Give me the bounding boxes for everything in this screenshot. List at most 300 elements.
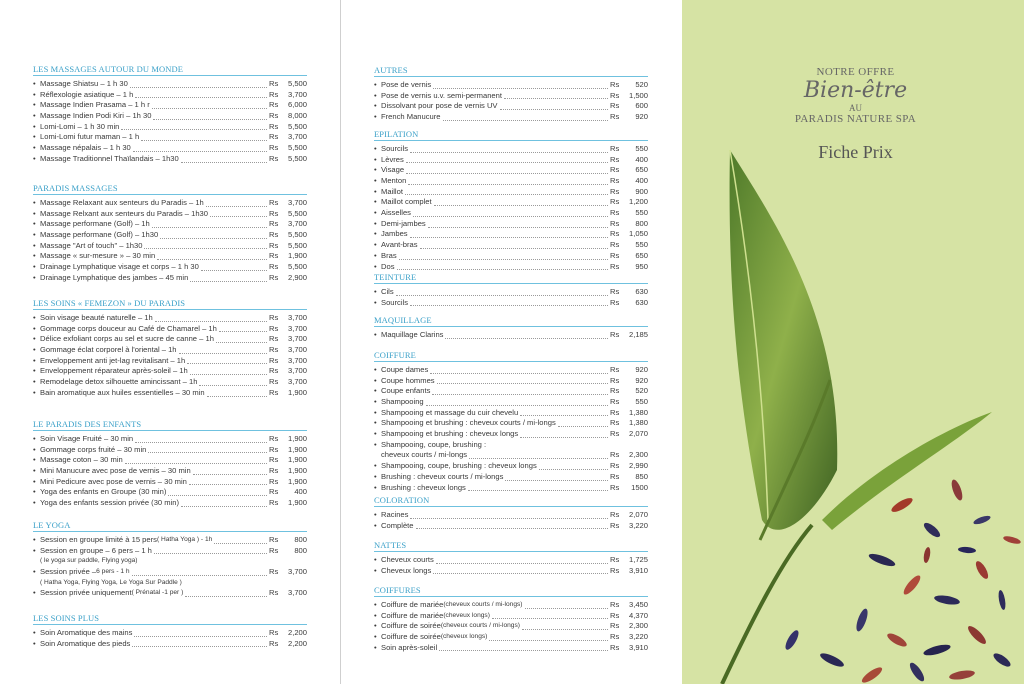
item-price: 550 [635,240,648,250]
currency: Rs [610,286,620,296]
currency: Rs [269,132,279,142]
item-name: Shampooing, coupe, brushing : [381,439,487,449]
dot-leader [434,205,608,206]
item-price: 1,900 [287,433,307,443]
bullet-icon: • [374,565,377,575]
bullet-icon: • [33,197,36,207]
item-name: Massage Traditionnel Thaïlandais – 1h30 [40,153,179,163]
item-name: Sourcils [381,297,409,307]
price-row [374,219,648,230]
item-price: 550 [635,143,648,153]
price-row [374,287,648,298]
currency: Rs [269,455,279,465]
item-price: 1,900 [287,444,307,454]
price-row [33,466,307,477]
bullet-icon: • [374,632,377,642]
dot-leader [522,629,608,630]
dot-leader [410,152,608,153]
dot-leader [430,373,608,374]
currency: Rs [269,366,279,376]
bullet-icon: • [374,429,377,439]
currency: Rs [269,121,279,131]
bullet-icon: • [374,297,377,307]
item-name: Maillot complet [381,197,432,207]
section-paradis-enfants [33,419,307,509]
item-name: Aisselles [381,208,411,218]
item-name: Coiffure de soirée [381,621,441,631]
section-heading: COLORATION [374,495,648,507]
item-price: 2,070 [628,509,648,519]
dot-leader [416,528,609,529]
bullet-icon: • [374,218,377,228]
currency: Rs [610,418,620,428]
dot-leader [428,227,608,228]
item-price: 1,900 [287,387,307,397]
bullet-icon: • [33,272,36,282]
dot-leader [433,573,608,574]
currency: Rs [610,329,620,339]
dot-leader [410,518,608,519]
currency: Rs [610,250,620,260]
bullet-icon: • [374,642,377,652]
item-price: 550 [635,208,648,218]
item-name: Brushing : cheveux courts / mi-longs [381,471,504,481]
bullet-icon: • [33,355,36,365]
item-price: 3,220 [628,632,648,642]
price-row [374,632,648,643]
item-price: 1,380 [628,407,648,417]
dot-leader [504,98,608,99]
currency: Rs [269,334,279,344]
item-name: Enveloppement réparateur après-soleil – 1h [40,366,188,376]
dot-leader [219,331,267,332]
dot-leader [399,259,608,260]
currency: Rs [610,599,620,609]
price-row [33,588,307,599]
currency: Rs [610,429,620,439]
item-price: 2,900 [287,272,307,282]
bullet-icon: • [33,262,36,272]
item-price: 5,500 [287,121,307,131]
section-heading: PARADIS MASSAGES [33,183,307,195]
section-soins-femezon [33,298,307,399]
item-price: 5,500 [287,230,307,240]
item-name: Menton [381,176,407,186]
dot-leader [168,495,267,496]
item-price: 3,700 [287,197,307,207]
bullet-icon: • [374,482,377,492]
bullet-icon: • [374,250,377,260]
large-leaf-shape [730,150,838,530]
price-row [33,209,307,220]
item-name: Brushing : cheveux longs [381,482,466,492]
bullet-icon: • [33,334,36,344]
dot-leader [181,506,267,507]
currency: Rs [610,375,620,385]
price-row [33,132,307,143]
bullet-icon: • [374,143,377,153]
currency: Rs [610,90,620,100]
currency: Rs [610,642,620,652]
item-detail: (cheveux courts / mi-longs) [443,600,523,608]
dot-leader [130,87,267,88]
bullet-icon: • [374,621,377,631]
currency: Rs [269,433,279,443]
price-row [374,187,648,198]
dot-leader [187,363,267,364]
section-heading: LE PARADIS DES ENFANTS [33,419,307,431]
dot-leader [433,88,608,89]
item-name: Massage performane (Golf) – 1h [40,219,150,229]
item-price: 3,220 [628,520,648,530]
price-row [374,510,648,521]
dot-leader [445,338,608,339]
section-soins-plus [33,613,307,649]
item-price: 650 [635,165,648,175]
item-price: 1500 [631,482,648,492]
price-row [374,230,648,241]
currency: Rs [269,588,279,598]
bullet-icon: • [374,176,377,186]
item-price: 900 [635,186,648,196]
item-price: 550 [635,397,648,407]
currency: Rs [610,229,620,239]
price-row [374,440,648,451]
item-name: Bain aromatique aux huiles essentielles – 30 min [40,387,205,397]
item-price: 3,700 [287,334,307,344]
price-row [33,111,307,122]
bullet-icon: • [374,186,377,196]
price-row [33,241,307,252]
price-row [33,251,307,262]
item-name: Coupe hommes [381,375,435,385]
bullet-icon: • [33,345,36,355]
section-heading: LES SOINS « FEMEZON » DU PARADIS [33,298,307,310]
currency: Rs [610,186,620,196]
item-name: Coiffure de soirée [381,632,441,642]
item-price: 520 [635,79,648,89]
item-name: Soin visage beauté naturelle – 1h [40,312,153,322]
price-row [33,498,307,509]
item-name: Massage "Art of touch" – 1h30 [40,240,143,250]
dot-leader [160,238,267,239]
price-row [33,262,307,273]
dot-leader [157,259,267,260]
item-name: Enveloppement anti jet-lag revitalisant – 1h [40,355,186,365]
dot-leader [520,437,608,438]
price-row [33,324,307,335]
price-row [374,176,648,187]
item-price: 4,370 [628,610,648,620]
bullet-icon: • [374,610,377,620]
item-price: 3,700 [287,377,307,387]
bullet-icon: • [374,208,377,218]
currency: Rs [610,176,620,186]
item-price: 1,380 [628,418,648,428]
price-row [374,483,648,494]
price-row [374,112,648,123]
left-panel [0,0,340,684]
price-row [374,197,648,208]
item-detail: (cheveux longs) [443,611,490,619]
section-heading: COIFFURES [374,585,648,597]
item-name: Lomi-Lomi futur maman – 1 h [40,132,140,142]
item-name: Soin Aromatique des mains [40,627,133,637]
currency: Rs [269,89,279,99]
dot-leader [397,269,608,270]
currency: Rs [269,567,279,577]
currency: Rs [610,240,620,250]
section-paradis-massages [33,183,307,284]
bullet-icon: • [374,286,377,296]
price-row [33,366,307,377]
section-autres [374,65,648,123]
item-name: Gommage corps fruité – 30 min [40,444,147,454]
price-row [33,455,307,466]
dot-leader [132,646,267,647]
price-row [374,555,648,566]
item-name: Coiffure de mariée [381,599,444,609]
item-name: Yoga des enfants en Groupe (30 min) [40,487,167,497]
item-price: 1,900 [287,466,307,476]
dot-leader [406,173,608,174]
section-teinture [374,272,648,308]
item-note: ( Hatha Yoga, Flying Yoga, Le Yoga Sur Paddle ) [40,578,182,586]
item-name: Délice exfoliant corps au sel et sucre de canne – 1h [40,334,214,344]
bullet-icon: • [33,534,36,544]
currency: Rs [610,471,620,481]
bullet-icon: • [374,240,377,250]
currency: Rs [269,219,279,229]
bullet-icon: • [33,545,36,555]
currency: Rs [610,610,620,620]
bullet-icon: • [374,471,377,481]
item-price: 5,500 [287,262,307,272]
item-price: 3,700 [287,588,307,598]
item-price: 3,450 [628,599,648,609]
bullet-icon: • [33,143,36,153]
item-name: Mini Manucure avec pose de vernis – 30 min [40,466,191,476]
currency: Rs [610,261,620,271]
dot-leader [539,469,608,470]
price-row [33,154,307,165]
currency: Rs [269,153,279,163]
dot-leader [406,162,608,163]
bullet-icon: • [33,588,36,598]
bullet-icon: • [374,197,377,207]
dot-leader [492,618,608,619]
price-row [33,230,307,241]
price-row [374,208,648,219]
currency: Rs [269,197,279,207]
item-name: Demi-jambes [381,218,426,228]
currency: Rs [610,364,620,374]
bullet-icon: • [33,78,36,88]
item-detail: ( Prénatal -1 per ) [131,589,184,597]
currency: Rs [269,272,279,282]
price-row [33,388,307,399]
item-name: Massage Relxant aux senteurs du Paradis – 1h30 [40,208,209,218]
price-row [33,567,307,578]
price-row [374,376,648,387]
dot-leader [154,553,267,554]
cover-line-notre-offre: NOTRE OFFRE [816,66,895,78]
bullet-icon: • [374,439,377,449]
price-row [33,377,307,388]
dot-leader [489,640,608,641]
currency: Rs [610,520,620,530]
bullet-icon: • [33,498,36,508]
item-name: Avant-bras [381,240,418,250]
currency: Rs [610,632,620,642]
item-price: 3,700 [287,345,307,355]
bullet-icon: • [33,230,36,240]
item-price: 3,700 [287,132,307,142]
item-name: Maillot [381,186,403,196]
price-row [33,345,307,356]
dot-leader [135,442,267,443]
bullet-icon: • [374,386,377,396]
item-name: Shampooing et brushing : cheveux courts / mi-longs [381,418,556,428]
currency: Rs [269,487,279,497]
item-price: 3,700 [287,567,307,577]
item-name: Shampooing et massage du cuir chevelu [381,407,519,417]
dot-leader [207,396,267,397]
dot-leader [141,140,267,141]
currency: Rs [269,545,279,555]
price-row [374,80,648,91]
dot-leader [405,194,608,195]
dot-leader [190,281,267,282]
currency: Rs [610,621,620,631]
item-name: Massage performane (Golf) – 1h30 [40,230,159,240]
price-row [374,461,648,472]
bullet-icon: • [374,165,377,175]
currency: Rs [269,100,279,110]
item-name: Mini Pedicure avec pose de vernis – 30 min [40,476,187,486]
section-coloration [374,495,648,531]
price-row [33,90,307,101]
bullet-icon: • [33,476,36,486]
currency: Rs [269,230,279,240]
cover-panel [682,0,1024,684]
dot-leader [190,374,267,375]
dot-leader [152,108,267,109]
bullet-icon: • [374,461,377,471]
bullet-icon: • [33,219,36,229]
item-price: 1,725 [628,554,648,564]
price-row [374,251,648,262]
dot-leader [439,650,608,651]
item-price: 3,700 [287,366,307,376]
item-name: Massage Indien Prasama – 1 h r [40,100,150,110]
bullet-icon: • [33,444,36,454]
item-name: Complète [381,520,414,530]
bullet-icon: • [374,554,377,564]
item-note: ( le yoga sur paddle, Flying yoga) [40,557,138,565]
bullet-icon: • [33,487,36,497]
price-row [33,434,307,445]
dot-leader [410,237,608,238]
currency: Rs [610,482,620,492]
cover-line-spa-name: PARADIS NATURE SPA [794,113,917,125]
dot-leader [413,216,608,217]
currency: Rs [269,143,279,153]
item-price: 1,900 [287,455,307,465]
currency: Rs [269,240,279,250]
price-row [374,621,648,632]
item-price: 800 [294,534,307,544]
item-price: 5,500 [287,78,307,88]
dot-leader [469,458,608,459]
bullet-icon: • [374,375,377,385]
price-row [33,100,307,111]
price-row [33,639,307,650]
price-row [33,313,307,324]
currency: Rs [269,208,279,218]
item-price: 400 [635,154,648,164]
dot-leader [525,608,609,609]
item-price: 2,185 [628,329,648,339]
item-price: 920 [635,375,648,385]
item-name: Massage Indien Podi Kiri – 1h 30 [40,111,152,121]
bullet-icon: • [374,520,377,530]
dot-leader [179,353,267,354]
bullet-icon: • [33,153,36,163]
currency: Rs [610,565,620,575]
dot-leader [214,543,267,544]
price-row [374,386,648,397]
item-price: 520 [635,386,648,396]
bullet-icon: • [33,100,36,110]
bullet-icon: • [374,101,377,111]
middle-panel [341,0,681,684]
item-price: 5,500 [287,240,307,250]
bullet-icon: • [33,377,36,387]
item-price: 2,300 [628,450,648,460]
section-heading: MAQUILLAGE [374,315,648,327]
bullet-icon: • [33,121,36,131]
item-name: Soin Aromatique des pieds [40,638,131,648]
bullet-icon: • [33,567,36,577]
dot-leader [189,484,267,485]
price-row [374,521,648,532]
bullet-icon: • [33,627,36,637]
dot-leader [420,248,608,249]
item-name: Shampooing, coupe, brushing : cheveux longs [381,461,537,471]
section-coiffures [374,585,648,653]
dot-leader [199,385,267,386]
currency: Rs [610,386,620,396]
item-price: 630 [635,297,648,307]
item-price: 2,200 [287,638,307,648]
dot-leader [505,480,608,481]
item-price: 6,000 [287,100,307,110]
item-name: Cheveux courts [381,554,434,564]
section-heading: AUTRES [374,65,648,77]
price-row [374,101,648,112]
price-row [374,418,648,429]
price-row [374,365,648,376]
dot-leader [396,295,608,296]
bullet-icon: • [374,329,377,339]
currency: Rs [269,627,279,637]
price-row [33,445,307,456]
item-price: 1,900 [287,498,307,508]
currency: Rs [269,638,279,648]
item-name: Session privée uniquement [40,588,132,598]
item-name: Bras [381,250,397,260]
